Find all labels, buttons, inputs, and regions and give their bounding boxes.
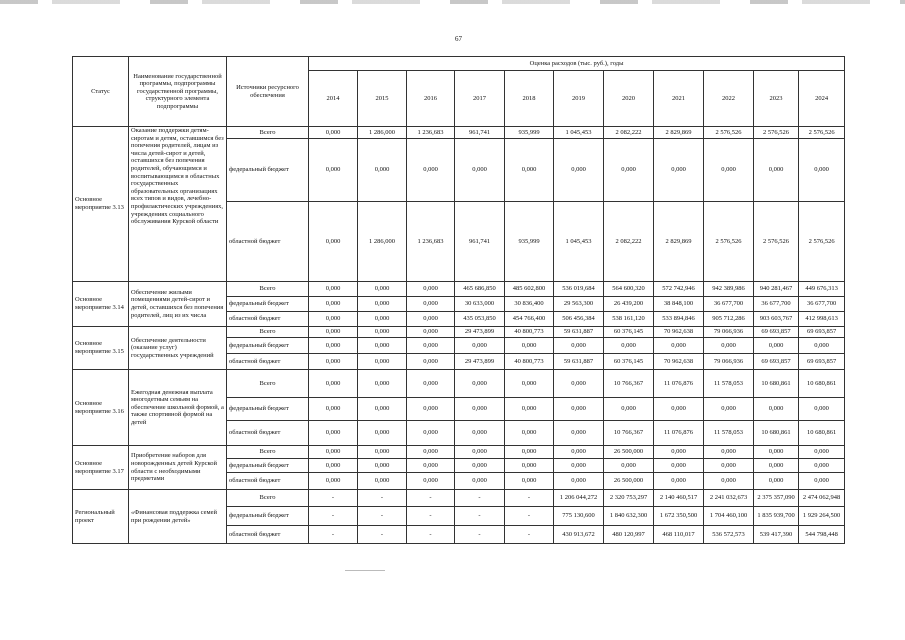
cell-value: 0,000 <box>358 312 407 327</box>
cell-value: 0,000 <box>654 338 704 354</box>
cell-value: 412 998,613 <box>799 312 845 327</box>
cell-value: 0,000 <box>799 446 845 459</box>
cell-value: - <box>455 526 505 544</box>
row-source: областной бюджет <box>227 202 309 282</box>
page-number: 67 <box>455 35 462 43</box>
cell-value: 0,000 <box>455 398 505 421</box>
cell-value: 0,000 <box>505 473 554 490</box>
row-source: Всего <box>227 282 309 297</box>
cell-value: 940 281,467 <box>754 282 799 297</box>
header-year: 2014 <box>309 71 358 127</box>
row-status: Основное мероприятие 3.16 <box>73 370 129 446</box>
cell-value: 0,000 <box>505 446 554 459</box>
cell-value: - <box>358 526 407 544</box>
cell-value: 935,999 <box>505 127 554 139</box>
cell-value: 0,000 <box>754 473 799 490</box>
cell-value: 70 962,638 <box>654 354 704 370</box>
cell-value: - <box>358 507 407 526</box>
cell-value: 0,000 <box>554 338 604 354</box>
cell-value: 0,000 <box>455 421 505 446</box>
cell-value: 0,000 <box>407 421 455 446</box>
cell-value: 0,000 <box>407 338 455 354</box>
cell-value: 1 045,453 <box>554 202 604 282</box>
cell-value: 0,000 <box>358 297 407 312</box>
cell-value: 10 680,861 <box>754 370 799 398</box>
cell-value: 0,000 <box>604 398 654 421</box>
cell-value: 903 603,767 <box>754 312 799 327</box>
cell-value: 0,000 <box>309 312 358 327</box>
cell-value: 538 161,120 <box>604 312 654 327</box>
cell-value: 38 848,100 <box>654 297 704 312</box>
cell-value: 29 473,899 <box>455 354 505 370</box>
header-source: Источники ресурсного обеспечения <box>227 57 309 127</box>
table-body <box>73 127 845 544</box>
cell-value: 0,000 <box>358 446 407 459</box>
cell-value: 79 066,936 <box>704 327 754 338</box>
cell-value: - <box>309 490 358 507</box>
cell-value: 10 766,367 <box>604 370 654 398</box>
cell-value: 0,000 <box>654 473 704 490</box>
table-row <box>73 370 845 398</box>
cell-value: 0,000 <box>505 421 554 446</box>
cell-value: 0,000 <box>505 459 554 473</box>
cell-value: - <box>309 526 358 544</box>
cell-value: 961,741 <box>455 202 505 282</box>
cell-value: 2 082,222 <box>604 202 654 282</box>
cell-value: 1 236,683 <box>407 202 455 282</box>
cell-value: 36 677,700 <box>704 297 754 312</box>
row-source: Всего <box>227 127 309 139</box>
row-status: Основное мероприятие 3.13 <box>73 127 129 282</box>
cell-value: 79 066,936 <box>704 354 754 370</box>
scan-mark <box>345 570 385 571</box>
cell-value: 2 829,869 <box>654 127 704 139</box>
cell-value: 0,000 <box>358 139 407 202</box>
cell-value: 0,000 <box>407 473 455 490</box>
cell-value: 572 742,946 <box>654 282 704 297</box>
row-source: областной бюджет <box>227 421 309 446</box>
header-year: 2022 <box>704 71 754 127</box>
table-row <box>73 327 845 338</box>
cell-value: 0,000 <box>358 338 407 354</box>
cell-value: 1 236,683 <box>407 127 455 139</box>
header-year: 2017 <box>455 71 505 127</box>
header-year: 2020 <box>604 71 654 127</box>
cell-value: 59 631,887 <box>554 354 604 370</box>
header-name: Наименование государственной программы, подпрограммы государственной программы, структурного элемента подпрограммы <box>129 57 227 127</box>
cell-value: 564 600,320 <box>604 282 654 297</box>
cell-value: 0,000 <box>309 338 358 354</box>
cell-value: 11 076,876 <box>654 370 704 398</box>
cell-value: 533 894,846 <box>654 312 704 327</box>
header-estimate: Оценка расходов (тыс. руб.), годы <box>309 57 845 71</box>
cell-value: 0,000 <box>799 139 845 202</box>
row-source: Всего <box>227 327 309 338</box>
cell-value: 0,000 <box>704 398 754 421</box>
cell-value: - <box>358 490 407 507</box>
cell-value: 0,000 <box>407 370 455 398</box>
cell-value: - <box>505 507 554 526</box>
cell-value: 10 680,861 <box>754 421 799 446</box>
cell-value: 0,000 <box>604 338 654 354</box>
cell-value: 0,000 <box>754 139 799 202</box>
table-row <box>73 282 845 297</box>
cell-value: - <box>407 526 455 544</box>
cell-value: 2 082,222 <box>604 127 654 139</box>
cell-value: 1 704 460,100 <box>704 507 754 526</box>
cell-value: 536 019,684 <box>554 282 604 297</box>
cell-value: - <box>455 507 505 526</box>
cell-value: 60 376,145 <box>604 327 654 338</box>
cell-value: 0,000 <box>309 297 358 312</box>
cell-value: 0,000 <box>407 312 455 327</box>
cell-value: 0,000 <box>704 459 754 473</box>
cell-value: 29 563,300 <box>554 297 604 312</box>
cell-value: 0,000 <box>407 297 455 312</box>
cell-value: 0,000 <box>407 139 455 202</box>
cell-value: 26 439,200 <box>604 297 654 312</box>
cell-value: 506 456,384 <box>554 312 604 327</box>
cell-value: 0,000 <box>455 338 505 354</box>
cell-value: 11 578,053 <box>704 370 754 398</box>
cell-value: 40 800,773 <box>505 354 554 370</box>
cell-value: 0,000 <box>309 473 358 490</box>
cell-value: 0,000 <box>654 398 704 421</box>
cell-value: 0,000 <box>554 421 604 446</box>
cell-value: 0,000 <box>309 127 358 139</box>
cell-value: 2 829,869 <box>654 202 704 282</box>
cell-value: 0,000 <box>554 398 604 421</box>
table-row <box>73 127 845 139</box>
cell-value: 0,000 <box>358 354 407 370</box>
cell-value: 2 241 032,673 <box>704 490 754 507</box>
cell-value: 70 962,638 <box>654 327 704 338</box>
cell-value: 435 053,850 <box>455 312 505 327</box>
cell-value: 59 631,887 <box>554 327 604 338</box>
cell-value: 0,000 <box>654 459 704 473</box>
cell-value: 468 110,017 <box>654 526 704 544</box>
header-year: 2024 <box>799 71 845 127</box>
cell-value: 11 076,876 <box>654 421 704 446</box>
cell-value: 0,000 <box>604 139 654 202</box>
cell-value: 1 672 350,500 <box>654 507 704 526</box>
row-source: федеральный бюджет <box>227 297 309 312</box>
cell-value: 2 576,526 <box>704 127 754 139</box>
cell-value: 0,000 <box>455 459 505 473</box>
cell-value: 10 680,861 <box>799 370 845 398</box>
cell-value: 0,000 <box>358 398 407 421</box>
cell-value: 0,000 <box>309 327 358 338</box>
row-measure-name: Приобретение наборов для новорожденных детей Курской области с необходимыми предметами <box>129 446 227 490</box>
cell-value: 0,000 <box>309 459 358 473</box>
cell-value: 0,000 <box>407 282 455 297</box>
cell-value: 36 677,700 <box>754 297 799 312</box>
cell-value: 942 389,986 <box>704 282 754 297</box>
cell-value: 0,000 <box>358 421 407 446</box>
cell-value: 0,000 <box>309 446 358 459</box>
cell-value: 1 286,000 <box>358 127 407 139</box>
cell-value: 69 693,857 <box>754 327 799 338</box>
cell-value: - <box>505 490 554 507</box>
cell-value: 0,000 <box>455 446 505 459</box>
cell-value: 0,000 <box>407 459 455 473</box>
cell-value: 0,000 <box>799 338 845 354</box>
cell-value: 1 206 044,272 <box>554 490 604 507</box>
cell-value: 0,000 <box>407 398 455 421</box>
cell-value: 1 840 632,300 <box>604 507 654 526</box>
cell-value: 0,000 <box>505 338 554 354</box>
cell-value: 2 576,526 <box>799 127 845 139</box>
cell-value: 0,000 <box>704 446 754 459</box>
cell-value: 0,000 <box>704 473 754 490</box>
cell-value: 2 375 357,090 <box>754 490 799 507</box>
cell-value: 539 417,390 <box>754 526 799 544</box>
header-year: 2018 <box>505 71 554 127</box>
row-source: областной бюджет <box>227 526 309 544</box>
cell-value: 0,000 <box>754 459 799 473</box>
cell-value: 1 286,000 <box>358 202 407 282</box>
cell-value: 0,000 <box>754 338 799 354</box>
cell-value: - <box>407 507 455 526</box>
cell-value: 0,000 <box>604 459 654 473</box>
cell-value: 0,000 <box>754 446 799 459</box>
row-source: федеральный бюджет <box>227 459 309 473</box>
cell-value: 60 376,145 <box>604 354 654 370</box>
cell-value: 0,000 <box>358 327 407 338</box>
row-source: федеральный бюджет <box>227 338 309 354</box>
cell-value: 0,000 <box>407 354 455 370</box>
cell-value: - <box>407 490 455 507</box>
cell-value: 2 140 460,517 <box>654 490 704 507</box>
cell-value: 0,000 <box>358 459 407 473</box>
cell-value: 544 798,448 <box>799 526 845 544</box>
cell-value: 0,000 <box>799 459 845 473</box>
cell-value: 0,000 <box>505 139 554 202</box>
cell-value: 0,000 <box>309 354 358 370</box>
cell-value: 0,000 <box>309 421 358 446</box>
cell-value: 0,000 <box>799 473 845 490</box>
cell-value: 536 572,573 <box>704 526 754 544</box>
row-source: Всего <box>227 446 309 459</box>
row-source: федеральный бюджет <box>227 139 309 202</box>
cell-value: 0,000 <box>554 139 604 202</box>
table-row <box>73 490 845 507</box>
row-measure-name: Оказание поддержки детям-сиротам и детям, оставшимся без попечения родителей, лицам из числа детей-сирот и детей, оставшихся без попечения родителей, обучающимся и воспитывающимся в областных государственных образовательных организациях всех типов и видов, лечебно-профилактических учреждениях, учреждениях социального обслуживания Курской области <box>129 127 227 282</box>
row-source: федеральный бюджет <box>227 398 309 421</box>
cell-value: 0,000 <box>407 446 455 459</box>
row-source: Всего <box>227 490 309 507</box>
cell-value: - <box>309 507 358 526</box>
cell-value: 0,000 <box>358 370 407 398</box>
cell-value: 2 576,526 <box>799 202 845 282</box>
row-source: областной бюджет <box>227 354 309 370</box>
cell-value: 0,000 <box>309 139 358 202</box>
cell-value: 69 693,857 <box>799 327 845 338</box>
row-measure-name: Обеспечение жилыми помещениями детей-сирот и детей, оставшихся без попечения родителей, лиц из их числа <box>129 282 227 327</box>
cell-value: 11 578,053 <box>704 421 754 446</box>
cell-value: 2 576,526 <box>704 202 754 282</box>
cell-value: 0,000 <box>455 370 505 398</box>
cell-value: 0,000 <box>554 459 604 473</box>
header-status: Статус <box>73 57 129 127</box>
cell-value: 0,000 <box>505 370 554 398</box>
cell-value: 0,000 <box>407 327 455 338</box>
cell-value: 10 766,367 <box>604 421 654 446</box>
cell-value: 0,000 <box>554 370 604 398</box>
cell-value: 485 602,800 <box>505 282 554 297</box>
row-status: Региональный проект <box>73 490 129 544</box>
row-source: областной бюджет <box>227 473 309 490</box>
row-source: областной бюджет <box>227 312 309 327</box>
header-year: 2019 <box>554 71 604 127</box>
cell-value: 1 045,453 <box>554 127 604 139</box>
cell-value: 0,000 <box>309 202 358 282</box>
cell-value: 0,000 <box>358 473 407 490</box>
cell-value: 0,000 <box>309 282 358 297</box>
cell-value: 1 929 264,500 <box>799 507 845 526</box>
header-year: 2023 <box>754 71 799 127</box>
cell-value: 10 680,861 <box>799 421 845 446</box>
cell-value: 30 836,400 <box>505 297 554 312</box>
row-source: федеральный бюджет <box>227 507 309 526</box>
cell-value: 775 130,600 <box>554 507 604 526</box>
cell-value: 0,000 <box>309 398 358 421</box>
cell-value: 0,000 <box>505 398 554 421</box>
cell-value: 36 677,700 <box>799 297 845 312</box>
cell-value: 905 712,286 <box>704 312 754 327</box>
cell-value: 0,000 <box>704 338 754 354</box>
row-measure-name: Обеспечение деятельности (оказание услуг) государственных учреждений <box>129 327 227 370</box>
row-status: Основное мероприятие 3.14 <box>73 282 129 327</box>
header-year: 2021 <box>654 71 704 127</box>
cell-value: 0,000 <box>554 473 604 490</box>
cell-value: 935,999 <box>505 202 554 282</box>
header-year: 2015 <box>358 71 407 127</box>
row-source: Всего <box>227 370 309 398</box>
cell-value: 0,000 <box>654 446 704 459</box>
cell-value: 0,000 <box>455 139 505 202</box>
cell-value: 29 473,899 <box>455 327 505 338</box>
cell-value: - <box>455 490 505 507</box>
cell-value: 0,000 <box>654 139 704 202</box>
cell-value: 961,741 <box>455 127 505 139</box>
cell-value: 0,000 <box>358 282 407 297</box>
cell-value: 30 633,000 <box>455 297 505 312</box>
cell-value: 26 500,000 <box>604 446 654 459</box>
cell-value: 0,000 <box>554 446 604 459</box>
cell-value: 26 500,000 <box>604 473 654 490</box>
row-status: Основное мероприятие 3.17 <box>73 446 129 490</box>
cell-value: 69 693,857 <box>799 354 845 370</box>
cell-value: 40 800,773 <box>505 327 554 338</box>
cell-value: 2 576,526 <box>754 127 799 139</box>
cell-value: 2 320 753,297 <box>604 490 654 507</box>
cell-value: 0,000 <box>704 139 754 202</box>
cell-value: 2 474 062,948 <box>799 490 845 507</box>
row-measure-name: «Финансовая поддержка семей при рождении детей» <box>129 490 227 544</box>
cell-value: 2 576,526 <box>754 202 799 282</box>
cell-value: 0,000 <box>754 398 799 421</box>
top-scan-line <box>0 0 905 4</box>
cell-value: 69 693,857 <box>754 354 799 370</box>
table-row <box>73 446 845 459</box>
row-measure-name: Ежегодная денежная выплата многодетным семьям на обеспечение школьной формой, а также спортивной формой на детей <box>129 370 227 446</box>
cell-value: 449 676,313 <box>799 282 845 297</box>
cell-value: 0,000 <box>455 473 505 490</box>
cell-value: 1 835 939,700 <box>754 507 799 526</box>
cell-value: 465 686,850 <box>455 282 505 297</box>
cell-value: 0,000 <box>309 370 358 398</box>
header-year: 2016 <box>407 71 455 127</box>
expenditure-table <box>72 56 845 544</box>
cell-value: 430 913,672 <box>554 526 604 544</box>
cell-value: - <box>505 526 554 544</box>
cell-value: 480 120,997 <box>604 526 654 544</box>
cell-value: 454 766,400 <box>505 312 554 327</box>
row-status: Основное мероприятие 3.15 <box>73 327 129 370</box>
cell-value: 0,000 <box>799 398 845 421</box>
